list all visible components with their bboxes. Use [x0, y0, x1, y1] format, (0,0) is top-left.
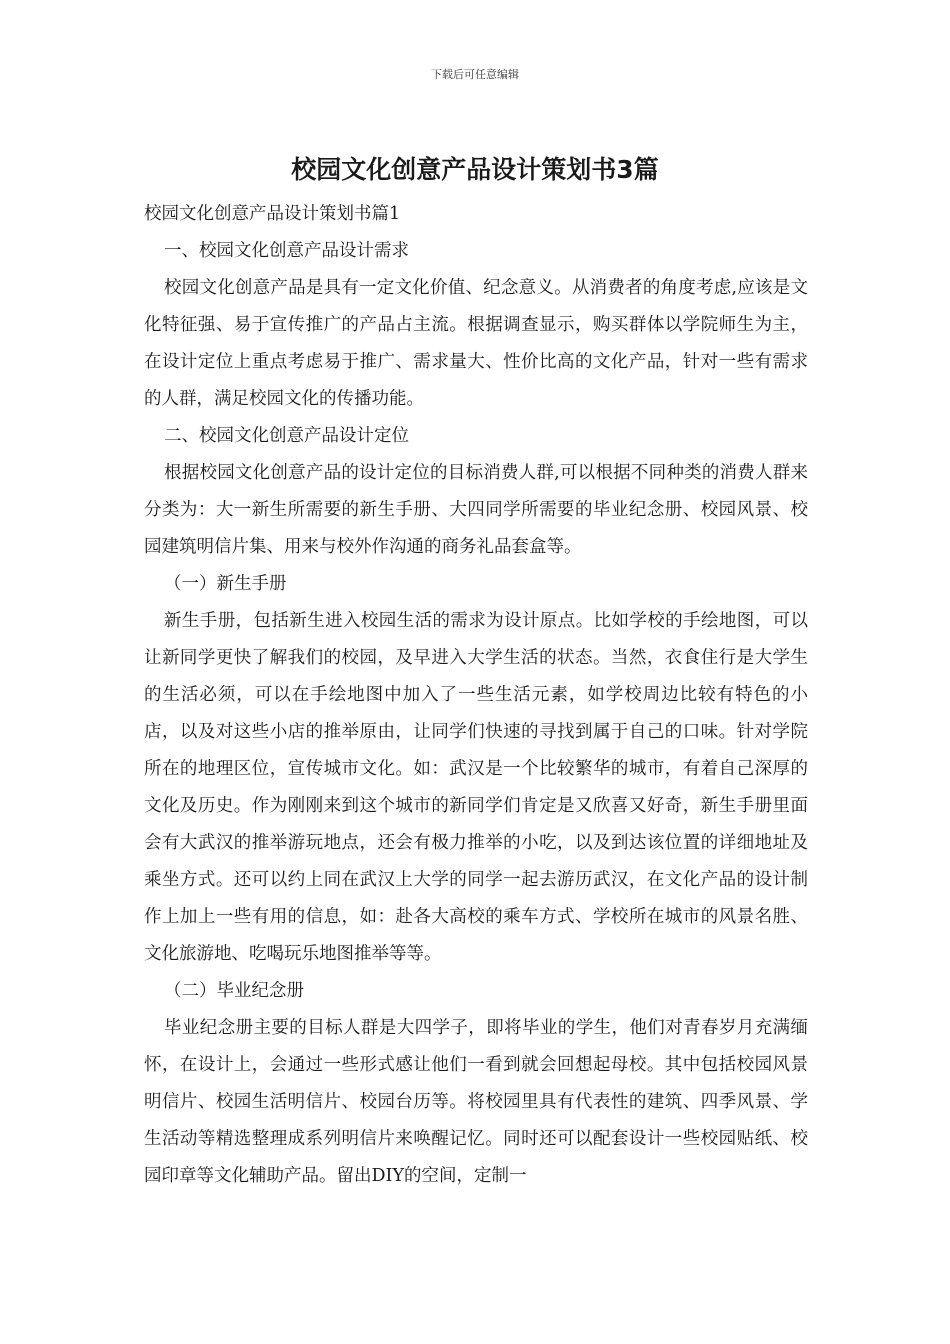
section-title: 校园文化创意产品设计策划书篇1 [144, 204, 401, 224]
document-body [144, 196, 808, 1195]
heading-design-positioning: 二、校园文化创意产品设计定位 [164, 426, 409, 446]
paragraph-freshman-handbook: 新生手册，包括新生进入校园生活的需求为设计原点。比如学校的手绘地图，可以让新同学更快了解我们的校园，及早进入大学生活的状态。当然，衣食住行是大学生的生活必须，可以在手绘地图中加入了一些生活元素，如学校周边比较有特色的小店，以及对这些小店的推举原由，让同学们快速的寻找到属于自己的口味。针对学院所在的地理区位，宣传城市文化。如：武汉是一个比较繁华的城市，有着自己深厚的文化及历史。作为刚刚来到这个城市的新同学们肯定是又欣喜又好奇，新生手册里面会有大武汉的推举游玩地点，还会有极力推举的小吃，以及到达该位置的详细地址及乘坐方式。还可以约上同在武汉上大学的同学一起去游历武汉，在文化产品的设计制作上加上一些有用的信息，如：赴各大高校的乘车方式、学校所在城市的风景名胜、文化旅游地、吃喝玩乐地图推举等等。 [144, 611, 808, 964]
subheading-graduation-album: （二）毕业纪念册 [164, 981, 304, 1001]
subheading-freshman-handbook: （一）新生手册 [164, 574, 287, 594]
paragraph-design-positioning: 根据校园文化创意产品的设计定位的目标消费人群,可以根据不同种类的消费人群来分类为：大一新生所需要的新生手册、大四同学所需要的毕业纪念册、校园风景、校园建筑明信片集、用来与校外作沟通的商务礼品套盒等。 [144, 463, 808, 557]
paragraph-graduation-album: 毕业纪念册主要的目标人群是大四学子，即将毕业的学生，他们对青春岁月充满缅怀，在设计上，会通过一些形式感让他们一看到就会回想起母校。其中包括校园风景明信片、校园生活明信片、校园台历等。将校园里具有代表性的建筑、四季风景、学生活动等精选整理成系列明信片来唤醒记忆。同时还可以配套设计一些校园贴纸、校园印章等文化辅助产品。留出DIY的空间，定制一 [144, 1018, 808, 1186]
paragraph-design-needs: 校园文化创意产品是具有一定文化价值、纪念意义。从消费者的角度考虑,应该是文化特征强、易于宣传推广的产品占主流。根据调查显示，购买群体以学院师生为主，在设计定位上重点考虑易于推广、需求量大、性价比高的文化产品，针对一些有需求的人群，满足校园文化的传播功能。 [144, 278, 808, 409]
document-title: 校园文化创意产品设计策划书3篇 [291, 155, 659, 184]
header-note: 下载后可任意编辑 [431, 68, 519, 81]
heading-design-needs: 一、校园文化创意产品设计需求 [164, 241, 409, 261]
